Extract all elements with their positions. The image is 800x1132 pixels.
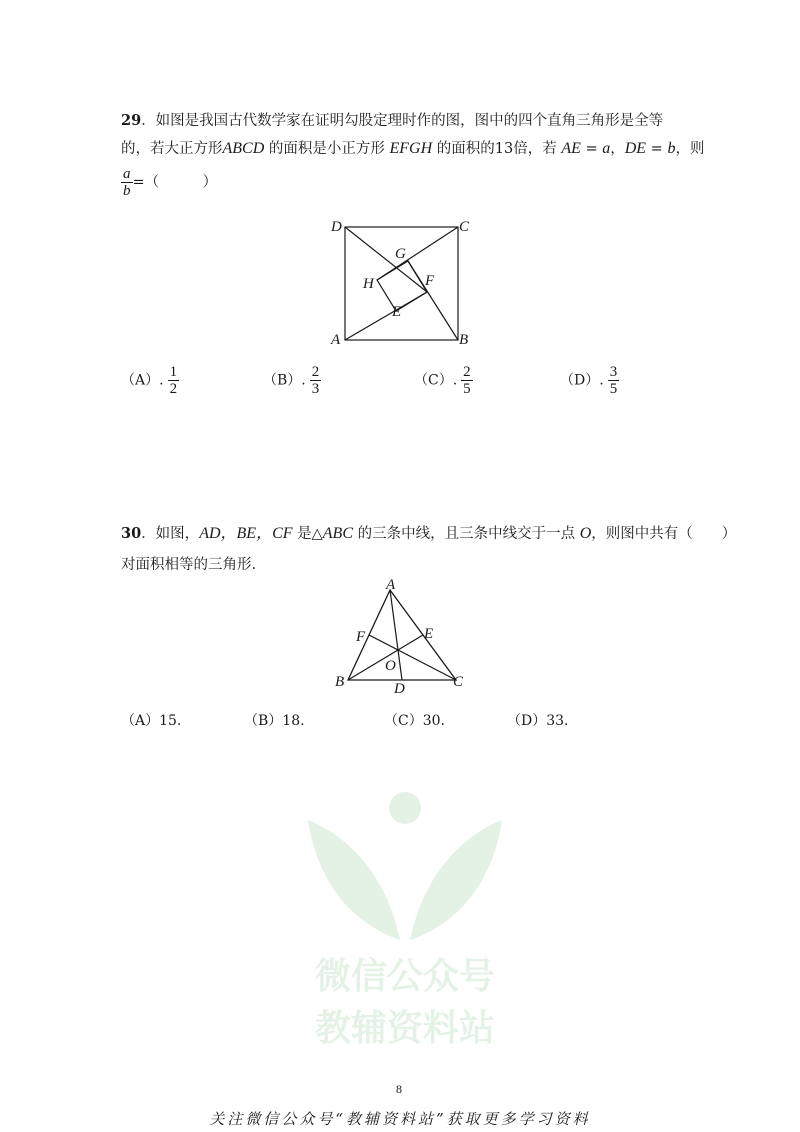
q29-label-B: B: [459, 332, 469, 348]
watermark-line-1: 微信公众号: [314, 956, 496, 997]
q29-label-D: D: [331, 219, 342, 235]
q29-label-H: H: [363, 276, 374, 292]
q30-label-E: E: [424, 626, 434, 642]
watermark-line-2: 教辅资料站: [314, 1008, 496, 1049]
watermark-logo: [300, 790, 510, 1060]
watermark-right-leaf: [410, 820, 502, 940]
watermark-head-icon: [389, 792, 421, 824]
q29-line-d-f: [345, 227, 427, 292]
q30-line-2: 对面积相等的三角形.: [121, 557, 257, 573]
watermark-left-leaf: [308, 820, 400, 940]
q29-label-G: G: [395, 246, 406, 262]
q29-option-b[interactable]: （B）. $\frac{2}{3}$: [263, 364, 320, 397]
q29-option-a[interactable]: （A）. $\frac{1}{2}$: [121, 364, 178, 397]
q30-label-O: O: [385, 658, 396, 674]
q29-figure: [325, 215, 485, 350]
q29-fraction-a-over-b: $\frac{a}{b}$: [123, 166, 131, 199]
q29-line-2: 的，若大正方形ABCD 的面积是小正方形 EFGH 的面积的13倍，若 AE = a，DE = b，则: [121, 140, 705, 157]
q30-option-c[interactable]: （C）30.: [384, 713, 445, 729]
q29-number: 29: [121, 112, 142, 129]
q30-label-F: F: [356, 629, 366, 645]
q30-label-A: A: [386, 578, 396, 593]
q30-number: 30: [121, 525, 142, 542]
q30-option-b[interactable]: （B）18.: [244, 713, 305, 729]
q29-line-1: 29．如图是我国古代数学家在证明勾股定理时作的图，图中的四个直角三角形是全等: [121, 112, 664, 129]
q29-option-d[interactable]: （D）. $\frac{3}{5}$: [560, 364, 618, 397]
q30-label-B: B: [335, 674, 345, 690]
q29-line-a-f: [345, 292, 427, 340]
page-number: 8: [396, 1082, 402, 1096]
q29-option-c[interactable]: （C）. $\frac{2}{5}$: [414, 364, 471, 397]
q29-label-F: F: [425, 273, 435, 289]
q29-big-square: [345, 227, 458, 340]
q30-figure: [330, 578, 480, 698]
q29-line-c-h: [377, 227, 458, 280]
q29-label-C: C: [459, 219, 470, 235]
q29-label-A: A: [331, 332, 341, 348]
footer-text: 关注微信公众号“教辅资料站”获取更多学习资料: [209, 1110, 591, 1128]
q30-label-C: C: [453, 674, 464, 690]
q29-line-3: $\frac{a}{b}$ =（ ）: [123, 166, 218, 199]
q30-option-d[interactable]: （D）33.: [507, 713, 569, 729]
q29-label-E: E: [392, 304, 402, 320]
q30-line-1: 30．如图，AD，BE，CF 是△ABC 的三条中线，且三条中线交于一点 O，则图中共有（ ）: [121, 525, 737, 542]
q30-option-a[interactable]: （A）15.: [121, 713, 182, 729]
q30-label-D: D: [394, 681, 405, 697]
